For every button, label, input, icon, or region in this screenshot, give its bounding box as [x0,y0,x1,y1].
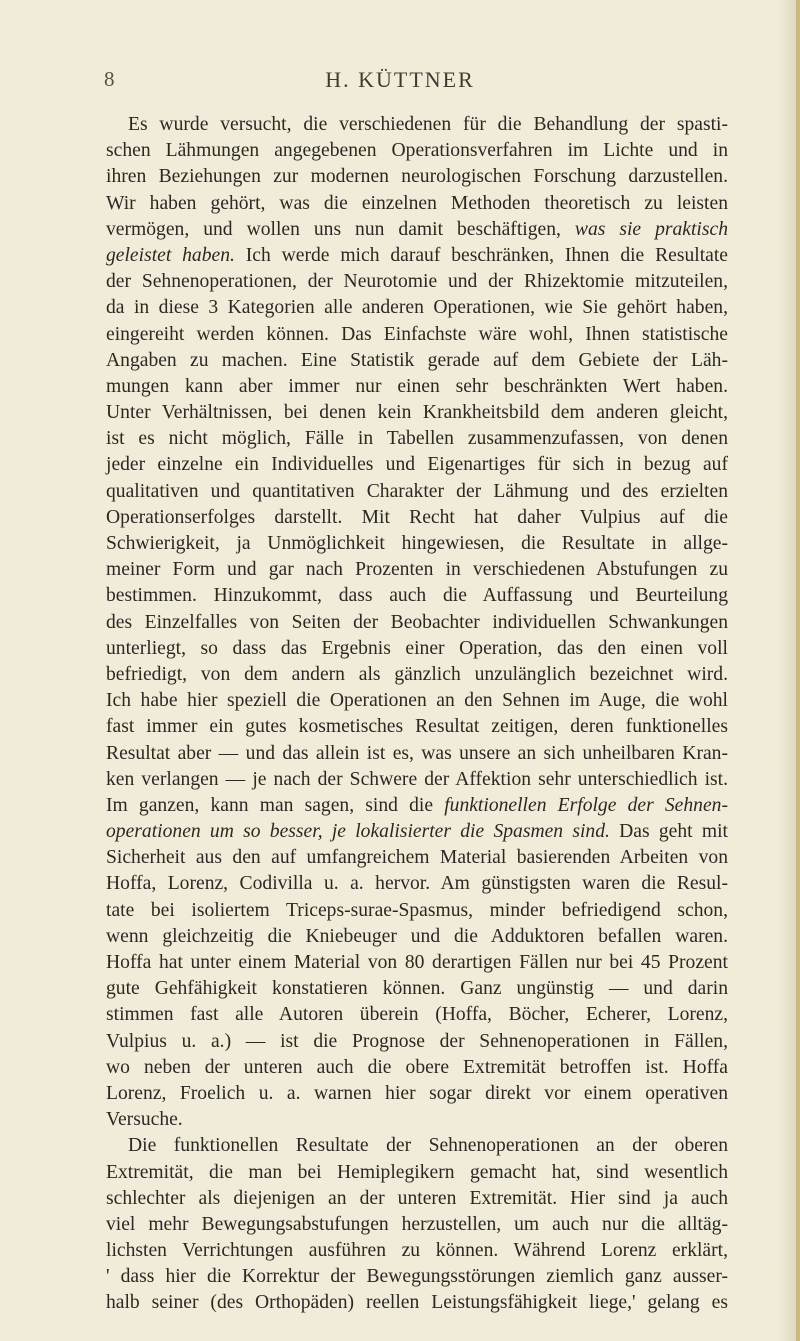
text-line [106,138,728,164]
line-text: stimmen fast alle Autoren überein (Hoffa, Böcher, Echerer, Lorenz, [106,1004,728,1026]
text-line [106,1055,728,1081]
line-text: Hoffa, Lorenz, Codivilla u. a. hervor. Am günstigsten waren die Resul- [106,873,728,895]
text-line [106,1264,728,1290]
text-line [106,662,728,688]
line-text: ihren Beziehungen zur modernen neurologischen Forschung darzustellen. [106,166,728,188]
line-text: Resultat aber — und das allein ist es, was unsere an sich unheilbaren Kran- [106,742,728,764]
text-line [106,1290,728,1316]
body-text [106,112,728,1317]
page-edge [796,0,800,1341]
line-text: bestimmen. Hinzukommt, dass auch die Auffassung und Beurteilung [106,585,728,607]
line-text: Angaben zu machen. Eine Statistik gerade auf dem Gebiete der Läh- [106,349,728,371]
text-line [106,793,728,819]
text-line [106,557,728,583]
line-text: unterliegt, so dass das Ergebnis einer Operation, das den einen voll [106,637,728,659]
text-line [106,452,728,478]
running-head: H. KÜTTNER [325,67,475,92]
line-text: schlechter als diejenigen an der unteren Extremität. Hier sind ja auch [106,1187,728,1209]
emphasized-text: operationen um so besser, je lokalisierter die Spasmen sind. [106,821,610,843]
emphasized-text: funktionellen Erfolge der Sehnen- [444,794,728,816]
text-line [106,1160,728,1186]
line-text: da in diese 3 Kategorien alle anderen Operationen, wie Sie gehört haben, [106,297,728,319]
text-line [106,1186,728,1212]
text-line [106,950,728,976]
page-header [0,67,800,97]
text-line [106,976,728,1002]
text-line [106,1081,728,1107]
text-line [106,217,728,243]
text-line [106,426,728,452]
line-text: schen Lähmungen angegebenen Operationsverfahren im Lichte und in [106,140,728,162]
text-line [106,1133,728,1159]
text-line [106,531,728,557]
line-text: Sicherheit aus den auf umfangreichem Material basierenden Arbeiten von [106,847,728,869]
line-text: halb seiner (des Orthopäden) reellen Leistungsfähigkeit liege,' gelang es [106,1292,728,1314]
text-line [106,1212,728,1238]
text-line [106,374,728,400]
text-line [106,1238,728,1264]
text-line [106,295,728,321]
text-line [106,924,728,950]
text-line [106,112,728,138]
line-text: meiner Form und gar nach Prozenten in verschiedenen Abstufungen zu [106,559,728,581]
line-text: lichsten Verrichtungen ausführen zu können. Während Lorenz erklärt, [106,1240,728,1262]
text-line [106,741,728,767]
text-line [106,1002,728,1028]
text-line [106,688,728,714]
text-line [106,845,728,871]
line-text: Operationserfolges darstellt. Mit Recht hat daher Vulpius auf die [106,506,728,528]
text-line [106,610,728,636]
text-line [106,322,728,348]
line-text: Schwierigkeit, ja Unmöglichkeit hingewiesen, die Resultate in allge- [106,533,728,554]
line-text: Hoffa hat unter einem Material von 80 derartigen Fällen nur bei 45 Prozent [106,952,728,973]
text-line [106,583,728,609]
text-line [106,164,728,190]
line-text: des Einzelfalles von Seiten der Beobachter individuellen Schwankungen [106,611,728,633]
line-text: der Sehnenoperationen, der Neurotomie und der Rhizektomie mitzuteilen, [106,271,728,293]
line-text: jeder einzelne ein Individuelles und Eigenartiges für sich in bezug auf [106,454,728,476]
line-text: Ich werde mich darauf beschränken, Ihnen die Resultate [234,244,729,266]
text-line [106,479,728,505]
line-text: Es wurde versucht, die verschiedenen für die Behandlung der spasti- [128,114,728,135]
line-text: Versuche. [106,1109,183,1131]
text-line [106,767,728,793]
text-line [106,1029,728,1055]
text-line [106,269,728,295]
text-line [106,243,728,269]
line-text: ken verlangen — je nach der Schwere der Affektion sehr unterschiedlich ist. [106,768,728,790]
text-line [106,1107,728,1133]
line-text: Extremität, die man bei Hemiplegikern gemacht hat, sind wesentlich [106,1161,728,1183]
page-number: 8 [104,67,115,91]
line-text: Wir haben gehört, was die einzelnen Methoden theoretisch zu leisten [106,192,728,214]
line-text: fast immer ein gutes kosmetisches Resultat zeitigen, deren funktionelles [106,716,728,738]
line-text: Das geht mit [609,821,728,843]
line-text: befriedigt, von dem andern als gänzlich unzulänglich bezeichnet wird. [106,663,728,685]
line-text: qualitativen und quantitativen Charakter der Lähmung und des erzielten [106,480,728,502]
line-text: tate bei isoliertem Triceps-surae-Spasmus, minder befriedigend schon, [106,899,728,921]
text-line [106,871,728,897]
line-text: Vulpius u. a.) — ist die Prognose der Sehnenoperationen in Fällen, [106,1030,728,1052]
line-text: wo neben der unteren auch die obere Extremität betroffen ist. Hoffa [106,1056,728,1078]
text-line [106,636,728,662]
line-text: viel mehr Bewegungsabstufungen herzustellen, um auch nur die alltäg- [106,1213,728,1235]
text-line [106,714,728,740]
line-text: Im ganzen, kann man sagen, sind die [106,794,445,816]
line-text: Unter Verhältnissen, bei denen kein Krankheitsbild dem anderen gleicht, [106,402,728,424]
line-text: eingereiht werden können. Das Einfachste wäre wohl, Ihnen statistische [106,323,728,345]
line-text: Ich habe hier speziell die Operationen an den Sehnen im Auge, die wohl [106,690,728,712]
text-line [106,505,728,531]
text-line [106,348,728,374]
line-text: wenn gleichzeitig die Kniebeuger und die Adduktoren befallen waren. [106,925,728,947]
line-text: ' dass hier die Korrektur der Bewegungsstörungen ziemlich ganz ausser- [106,1266,728,1288]
line-text: gute Gehfähigkeit konstatieren können. Ganz ungünstig — und darin [106,978,728,1000]
line-text: vermögen, und wollen uns nun damit beschäftigen, [106,218,575,240]
text-line [106,819,728,845]
line-text: Die funktionellen Resultate der Sehnenoperationen an der oberen [128,1135,728,1157]
text-line [106,400,728,426]
line-text: mungen kann aber immer nur einen sehr beschränkten Wert haben. [106,375,728,397]
text-line [106,191,728,217]
line-text: ist es nicht möglich, Fälle in Tabellen zusammenzufassen, von denen [106,428,728,450]
emphasized-text: was sie praktisch [574,218,728,240]
line-text: Lorenz, Froelich u. a. warnen hier sogar direkt vor einem operativen [106,1082,728,1104]
text-line [106,898,728,924]
emphasized-text: geleistet haben. [106,244,235,266]
